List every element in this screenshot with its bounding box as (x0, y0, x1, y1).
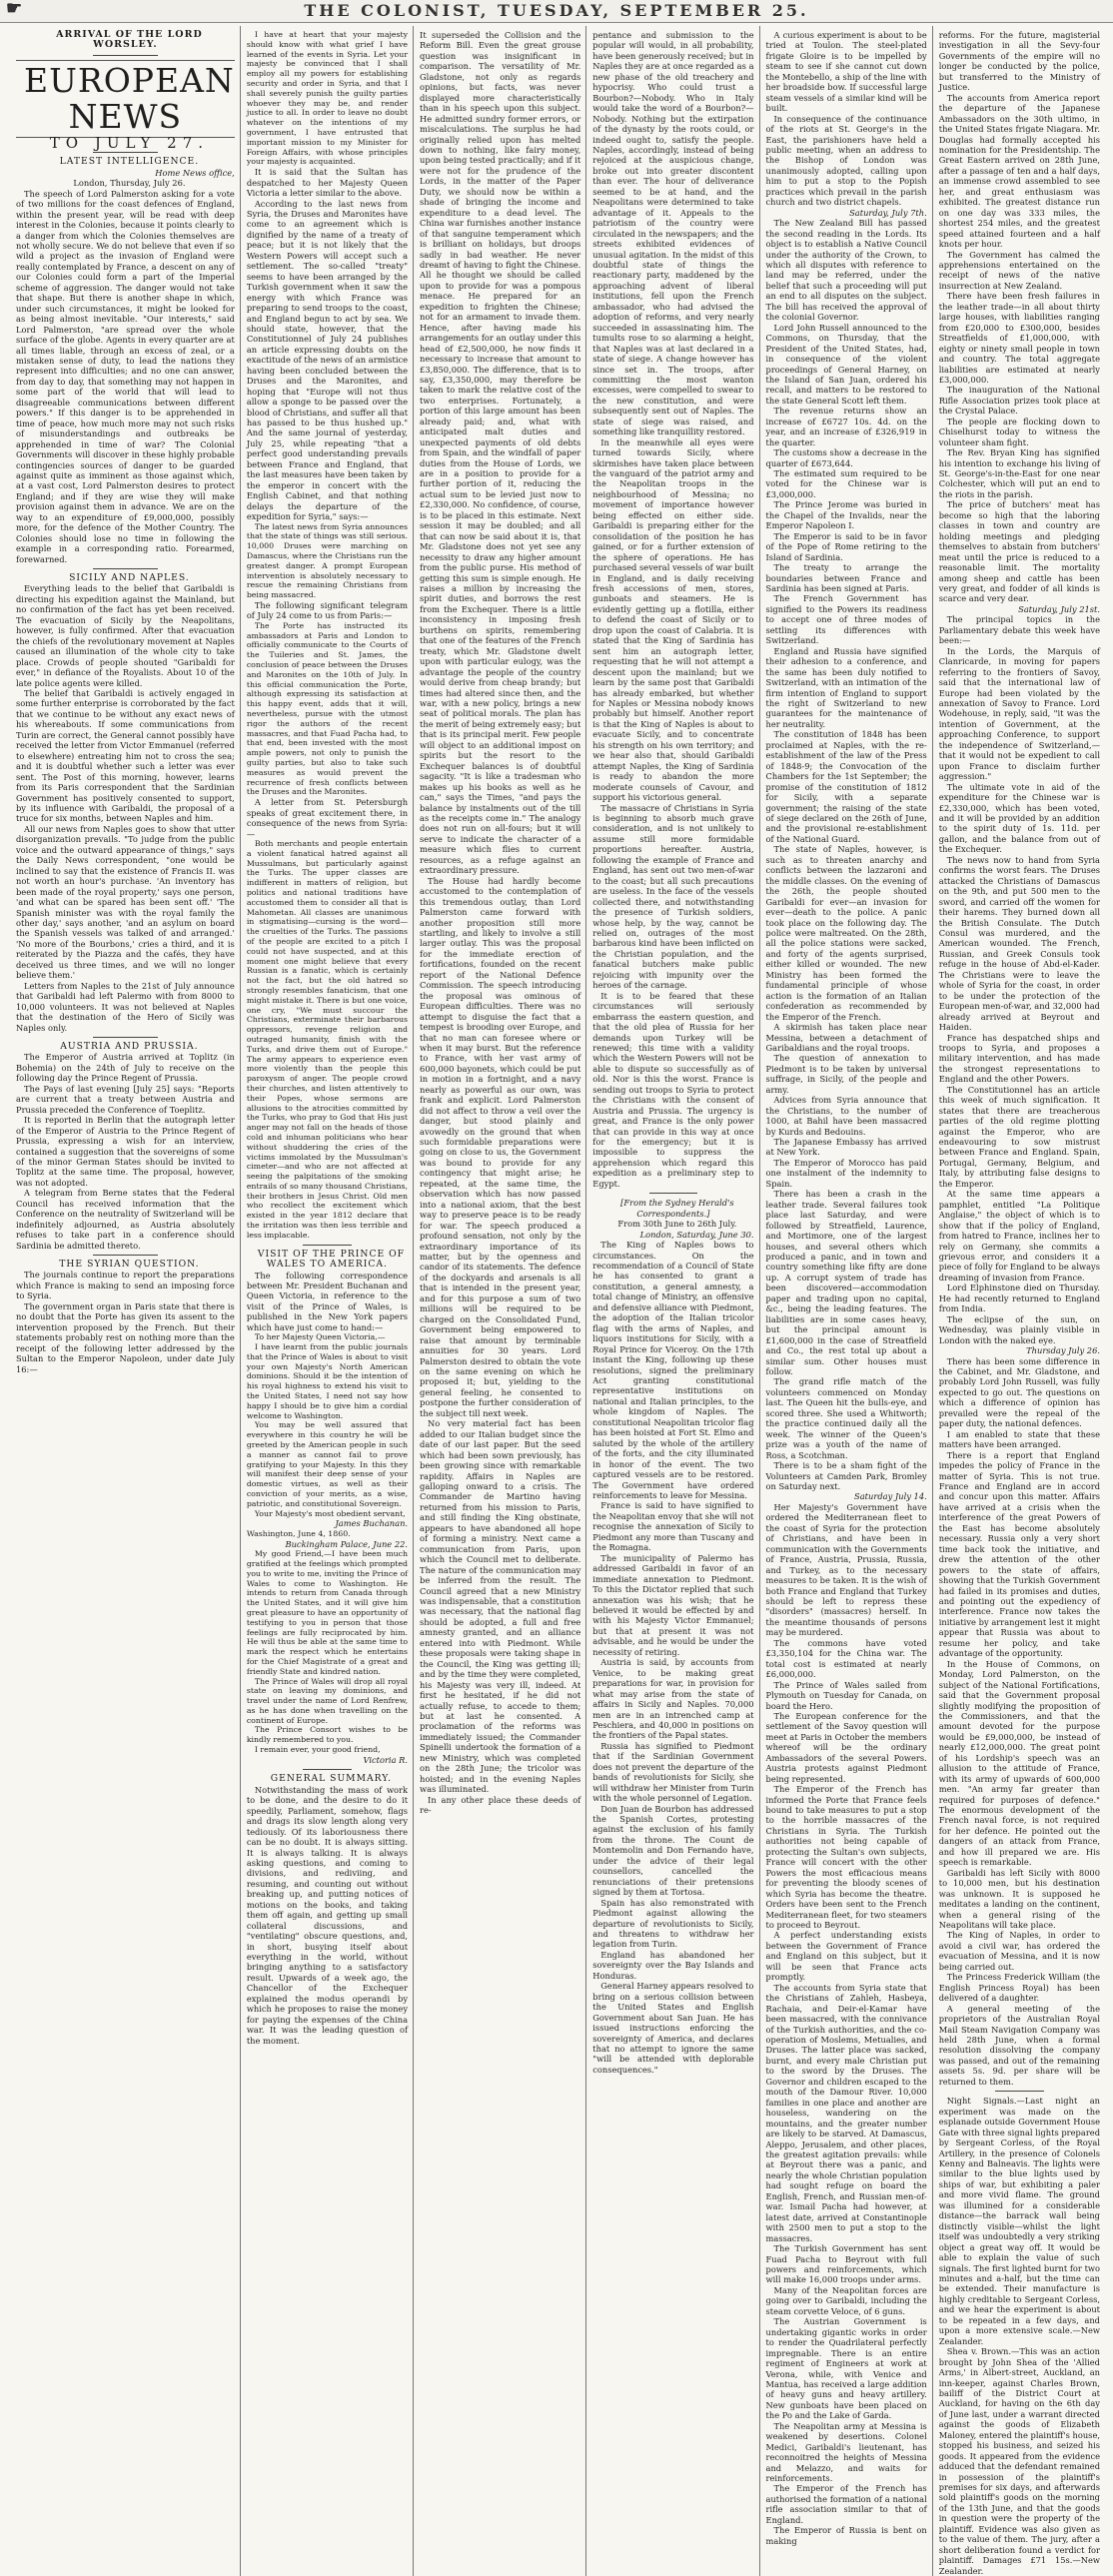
masthead (0, 0, 1113, 23)
letter-body: I have learnt from the public journals that the Prince of Wales is about to visit your own Majesty's North American dominions. Should it be the intention of his royal highness to extend his visit to the United States, I need not say how happy I should be to give him a cordial welcome to Washington. (246, 1342, 409, 1420)
article-paragraph: Austria is said, by accounts from Venice, to be making great preparations for war, in provision for what may arise from the state of affairs in Sicily and Naples. 70,000 men are in an intrenched camp at Peschiera, and 40,000 in positions on the frontiers of the Papal states. (592, 1657, 754, 1741)
article-paragraph: The inauguration of the National Rifle Association prizes took place at the Crystal Palace. (938, 385, 1100, 417)
article-paragraph: The people are flocking down to Chiselhurst today to witness the volunteer sham fight. (938, 416, 1100, 447)
article-paragraph: The Emperor of Morocco has paid one instalment of the indemnity to Spain. (765, 1157, 927, 1189)
letter-body: My good Friend,—I have been much gratified at the feelings which prompted you to write to me, inviting the Prince of Wales to come to Washington. He intends to return from Canada through the United States, and it will give him great pleasure to have an opportunity of testifying to you in person that those feelings are fully reciprocated by him. He will thus be able at the same time to mark the respect which he entertains for the Chief Magistrate of a great and friendly State and kindred nation. (246, 1549, 409, 1676)
article-paragraph: The Rev. Bryan King has signified his intention to exchange his living of St. George's-in-the-East for one near Colchester, which will put an end to the riots in the parish. (938, 447, 1100, 499)
article-paragraph: England has abandoned her sovereignty over the Bay Islands and Honduras. (592, 1949, 754, 1981)
article-paragraph: England and Russia have signified their adhesion to a conference, and the same has been duly notified to Switzerland, with an intimation of the firm intention of England to support the right of Switzerland to new guarantees for the maintenance of her neutrality. (765, 645, 927, 729)
dateline: Saturday July 14. (854, 1491, 927, 1502)
article-paragraph: The Emperor of the French has informed the Porte that France feels bound to take measures to put a stop to the horrible massacres of the Christians in Syria. The Turkish authorities not being capable of protecting the Sultan's own subjects, France will concert with the other Powers the most efficacious means for preventing the bloody scenes of which Syria has become the theatre. Orders have been sent to the French Mediterranean fleet, for two steamers to proceed to Beyrout. (765, 1784, 927, 1931)
dateline: Thursday July 26. (1026, 1345, 1100, 1356)
article-paragraph: There has been some difference in the Cabinet, and Mr. Gladstone, and probably Lord John Russell, was fully expected to go out. The questions on which a difference of opinion has prevailed were the repeal of the paper duty, the national defences. (938, 1355, 1100, 1429)
article-paragraph: Night Signals.—Last night an experiment was made on the esplanade outside Government House Gate with three signal lights prepared by Sergeant Corless, of the Royal Artillery, in the presence of Colonels Kenny and Balneavis. The lights were similar to the blue lights used by ships of war, but exhibiting a paler and more vivid flame. The ground was illumined for a considerable distance—the barrack wall being distinctly visible—whilst the light itself was undoubtedly a very striking object a great way off. It would be able to explain the value of such signals. The first lighted burnt for two minutes and a-half, but the time can be extended. Their manufacture is highly creditable to Sergeant Corless, and we hear the experiment is about to be repeated in a few days, and upon a more extensive scale.—New Zealander. (938, 2096, 1101, 2346)
article-paragraph: The state of Naples, however, is such as to threaten anarchy and conflicts between the lazzaroni and the middle classes. On the evening of the 26th, the people shouted Garibaldi for ever—an invasion for ever—death to the police. A panic took place on the following day. The police were maltreated. On the 28th, all the police stations were sacked, and forty of the agents surprised, either killed or wounded. The new Ministry has been formed the fundamental principle of whose action is the formation of an Italian confederation as recommended by the Emperor of the French. (765, 844, 927, 1022)
article-paragraph: Lord John Russell announced to the Commons, on Thursday, that the President of the United States, had, in consequence of the violent proceedings of General Harney, on the Island of San Juan, ordered his recall, and matters to be restored to the state General Scott left them. (765, 322, 927, 406)
letter-closing: I remain ever, your good friend, (254, 1745, 381, 1755)
dateline: Saturday, July 21st. (1018, 603, 1100, 614)
letter-place-date: Buckingham Palace, June 22. (285, 1538, 409, 1549)
dateline: London, Saturday, June 30. (639, 1229, 754, 1240)
letter-closing: Your Majesty's most obedient servant, (254, 1508, 406, 1518)
divider (303, 1245, 351, 1246)
article-paragraph: A general meeting of the proprietors of the Australian Royal Mail Steam Navigation Company was held 28th June, when a formal resolution dissolving the company was passed, and out of the remaining assets 5s. 9d. per share will be returned to them. (938, 2003, 1100, 2087)
article-paragraph: A telegram from Berne states that the Federal Council has received information that the Conference on the neutrality of Switzerland will be indefinitely adjourned, as Austria absolutely refuses to take part in a conference should Sardinia be admitted thereto. (16, 1188, 235, 1251)
section-heading-summary: GENERAL SUMMARY. (270, 1773, 393, 1785)
divider (303, 1769, 351, 1770)
article-paragraph: The price of butchers' meat has become so high that the laboring classes in town and country are holding meetings and pledging themselves to abstain from butchers' meat until the price is reduced to a reasonable limit. The mortality among sheep and cattle has been very great, and fodder of all kinds is scarce and very dear. (938, 499, 1100, 604)
letter-signature: James Buchanan. (335, 1518, 409, 1529)
article-paragraph: The Constitutionnel has an article this week of much signification. It states that there are treacherous parties of the old regime plotting against the Emperor, who are endeavouring to sow mistrust between France and England. Spain, Portugal, Germany, Belgium, and Italy, by attributing false designs to the Emperor. (938, 1084, 1100, 1189)
article-paragraph: The Emperor of Austria arrived at Toplitz (in Bohemia) on the 24th of July to receive on the following day the Prince Regent of Prussia. (16, 1052, 235, 1084)
divider (93, 152, 159, 153)
article-paragraph: A letter from St. Petersburgh speaks of great excitement there, in consequence of the news from Syria:— (246, 797, 409, 839)
article-paragraph: The following significant telegram of July 24 come to us from Paris:— (246, 599, 409, 621)
article-paragraph: The municipality of Palermo has addressed Garibaldi in favor of an immediate annexation to Piedmont. To this the Dictator replied that such annexation was his wish; that he believed it would be effected by and with his Majesty Victor Emmanuel; but that at present it was not advisable, and he would be under the necessity of retiring. (592, 1552, 754, 1657)
article-paragraph: In any other place these deeds of re- (420, 1794, 581, 1816)
article-paragraph: Spain has also remonstrated with Piedmont against allowing the departure of revolutionists to Sicily, and threatens to withdraw her legation from Turin. (592, 1897, 754, 1950)
dateline: Saturday, July 7th. (849, 207, 927, 218)
section-heading-austria: AUSTRIA AND PRUSSIA. (60, 1040, 199, 1052)
article-paragraph: It is to be feared that these circumstances will seriously embarrass the eastern question, and that the old plea of Russia for her demands upon Turkey will be renewed; this time with a validity which the Western Powers will not be able to dispute so successfully as of old. Nor is this the worst. France is sending out troops to Syria to protect the Christians with the consent of Austria and Prussia. The urgency is great, and France is the only power that can provide in this way at once for the emergency; but it is impossible to suppress the apprehension which regard this expedition as a preliminary step to Egypt. (592, 990, 754, 1189)
column-5 (759, 26, 932, 2576)
article-paragraph: The speech of Lord Palmerston asking for a vote of two millions for the coast defences of England, within the present year, will be read with deep interest in the Colonies, because it points clearly to a danger from which the Colonies themselves are not wholly secure. We do not believe that even if so wild a project as the invasion of England were really contemplated by France, a descent on any of our Colonies could form a part of the Imperial scheme of aggression. The danger would not take that shape. But there is another shape in which, under such circumstances, it might be looked for as being almost inevitable. "Our interests," said Lord Palmerston, "are spread over the whole surface of the globe. Agents in every quarter are at all times liable, through an excess of zeal, or a mistaken sense of duty, to lead the nations they represent into difficulties; and no one can answer, from day to day, that something may not happen in some part of the world that will lead to disagreeable communications between different powers." If this danger is to be apprehended in time of peace, how much more may not such risks of misunderstandings and outbreaks be apprehended in time of war? The Colonial Governments will discover in these highly probable contingencies sources of danger to be guarded against quite as imminent as those against which, at a vast cost, Lord Palmerston desires to protect England; and if they are wise they will make provision against them in advance. We are on the way to an expenditure of £9,000,000, possibly more, for the defence of the Mother Country. The Colonies should lose no time in following the example in a corresponding ratio. Forearmed, forewarned. (16, 188, 235, 564)
article-paragraph: The Princess Frederick William (the English Princess Royal) has been delivered of a daughter. (938, 1972, 1100, 2004)
article-paragraph: I am enabled to state that these matters have been arranged. (938, 1428, 1100, 1450)
article-paragraph: The customs show a decrease in the quarter of £673,644. (765, 447, 927, 468)
article-paragraph: The massacre of Christians in Syria is beginning to absorb much grave consideration, and is not unlikely to assume still more formidable proportions hereafter. Austria, following the example of France and England, has sent out two men-of-war to the coast; but all such precautions are useless. In the face of the vessels collected there, and notwithstanding the presence of Turkish soldiers, whose help, by the way, cannot be relied on, outrages of the most barbarous kind have been inflicted on the Christian population, and the fanatical butchers make public rejoicing with impunity over the heroes of the carnage. (592, 802, 754, 991)
article-paragraph: There has been a crash in the leather trade. Several failures took place last Saturday, and were followed by Streatfield, Laurence, and Mortimore, one of the largest houses, and several others which produced a panic, and in town and country something like fifty are done up. A corrupt system of trade has been discovered—accommodation paper and trading upon no capital, &c., being the leading features. The liabilities are in some cases heavy, but the principal amount is £1,600,000 in the case of Streatfield and Co., the rest total up about a similar sum. Other houses must follow. (765, 1189, 927, 1376)
article-paragraph: The government organ in Paris state that there is no doubt that the Porte has given its assent to the intervention proposed by the French. But their statements probably rest on nothing more than the receipt of the following letter addressed by the Sultan to the Emperor Napoleon, under date July 16:— (16, 1300, 235, 1374)
article-paragraph: It is said that the Sultan has despatched to her Majesty Queen Victoria a letter similar to the above. (246, 167, 409, 199)
article-paragraph: General Harney appears resolved to bring on a serious collision between the United States and English Government about San Juan. He has issued instructions enforcing the sovereignty of America, and declares that no attempt to ignore the same "will be attended with deplorable consequences." (592, 1981, 754, 2075)
column-4 (585, 26, 758, 2576)
article-paragraph: The Neapolitan army at Messina is weakened by desertions. Colonel Medici, Garibaldi's lieutenant, has reconnoitred the heights of Messina and Melazzo, and waits for reinforcements. (765, 2420, 927, 2484)
article-paragraph: The Pays of last evening [July 25] says: "Reports are current that a treaty between Austria and Prussia preceded the Conference of Toeplitz. (16, 1083, 235, 1115)
article-paragraph: The French Government has signified to the Powers its readiness to accept one of three modes of settling its differences with Switzerland. (765, 593, 927, 646)
article-paragraph: Many of the Neapolitan forces are going over to Garibaldi, including the steam corvette Veloce, of 6 guns. (765, 2284, 927, 2316)
article-paragraph: The King of Naples bows to circumstances. On the recommendation of a Council of State he has consented to grant a constitution, a general amnesty, a total change of Ministry, an offensive and defensive alliance with Piedmont, the adoption of the Italian tricolor flag with the arms of Naples, and liquors institutions for Sicily, with a Royal Prince for Viceroy. On the 17th instant the King, following up these resolutions, signed the preliminary Act granting constitutional representative institutions on national and Italian principles, to the whole kingdom of Naples. The constitutional Neapolitan tricolor flag has been hoisted at Fort St. Elmo and saluted by the whole of the artillery of the forts, and the city illuminated in honor of the event. The two captured vessels are to be restored. The Government have ordered reinforcements to leave for Messina. (592, 1240, 754, 1500)
article-paragraph: A perfect understanding exists between the Government of France and England on this subject, but it will be seen that France acts promptly. (765, 1930, 927, 1983)
letter-body: You may be well assured that everywhere in this country he will be greeted by the American people in such a manner as cannot fail to prove gratifying to your Majesty. In this they will manifest their deep sense of your domestic virtues, as well as their conviction of your merits, as a wise, patriotic, and constitutional Sovereign. (246, 1420, 409, 1508)
article-paragraph: The Prince Jerome was buried in the Chapel of the Invalids, near the Emperor Napoleon I. (765, 499, 927, 531)
section-heading-sicily: SICILY AND NAPLES. (69, 572, 190, 584)
divider (995, 2091, 1043, 2092)
article-paragraph: The accounts from Syria state that the Christians of Zahleh, Hasbeya, Rachaia, and Deir-el-Kamar have been massacred, with the connivance of the Turkish authorities, and the co-operation of Moslems, Metualies, and Druses. The latter place was sacked, burnt, and every male Christian put to the sword by the Druses. The Governor and children escaped to the mouth of the Damour River. 10,000 families in one place and another are houseless, wandering on the mountains, and the greater number are likely to be starved. At Damascus, Aleppo, Jerusalem, and other places, the greatest agitation prevails: while at Beyrout there was a panic, and nearly the whole Christian population had sought refuge on board the English, French, and Russian men-of-war. Ismail Pacha had however, at latest date, arrived at Constantinople with 2500 men to put a stop to the massacres. (765, 1982, 927, 2243)
article-paragraph: There is a report that England impedes the policy of France in the matter of Syria. This is not true. France and England are in accord and concur upon this matter. Affairs have arrived at a crisis when the interference of the great Powers of the East has become absolutely necessary. Russia only a very short time back took the initiative, and drew the attention of the other powers to the state of affairs, showing that the Turkish Government had failed in its promises and duties, and pointing out the expediency of interference. France now takes the initiative by arrangement lest it might appear that Russia was about to resume her policy, and take advantage of the opportunity. (938, 1449, 1100, 1659)
article-paragraph: Lord Elphinstone died on Thursday. He had recently returned to England from India. (938, 1283, 1100, 1314)
section-heading-sydney: [From the Sydney Herald's Correspondents.] (620, 1198, 734, 1219)
article-paragraph: The constitution of 1848 has been proclaimed at Naples, with the re-establishment of the law of the Press of 1848-9; the Convocation of the Chambers for the 1st September; the promise of the constitution of 1812 for Sicily, with a separate government; the raising of the state of siege declared on the 26th of June, and the provisional re-establishment of the National Guard. (765, 729, 927, 844)
article-paragraph: There is to be a sham fight of the Volunteers at Camden Park, Bromley on Saturday next. (765, 1460, 927, 1491)
article-paragraph: Garibaldi has left Sicily with 8000 to 10,000 men, but his destination was unknown. It is supposed he meditates a landing on the continent, when a general rising of the Neapolitans will take place. (938, 1867, 1100, 1931)
article-paragraph: Her Majesty's Government have ordered the Mediterranean fleet to the coast of Syria for the protection of Christians, and have been in communication with the Governments of France, Austria, Prussia, Russia, and Turkey, as to the necessary measures to be taken. It is the wish of both France and England that Turkey should be left to repress these "disorders" (massacres) herself. In the meantime thousands of persons may be murdered. (765, 1501, 927, 1638)
article-paragraph: The following correspondence between Mr. President Buchanan and Queen Victoria, in reference to the visit of the Prince of Wales, is published in the New York papers which have just come to hand:— (246, 1270, 409, 1332)
article-paragraph: There have been fresh failures in the leather trade—in all about thirty large houses, with liabilities ranging from £20,000 to £300,000, besides Streatfields of £1,000,000, with eighty or ninety small people in town and country. The total aggregate liabilities are estimated at nearly £3,000,000. (938, 291, 1100, 385)
divider (93, 1037, 159, 1038)
article-paragraph: The grand rifle match of the volunteers commenced on Monday last. The Queen hit the bulls-eye, and scored three. She used a Whitworth; the practice continued daily all the week. The winner of the Queen's prize was a youth of the name of Ross, a Scotchman. (765, 1376, 927, 1460)
letter-signature: Victoria R. (363, 1754, 409, 1765)
article-paragraph: pentance and submission to the popular will would, in all probability, have been generously received; but in Naples they are at once regarded as a new phase of the old treachery and hypocrisy. Who could trust a Bourbon?—Nobody. Who in Italy would take the word of a Bourbon?—Nobody. Nothing but the extirpation of the dynasty by the roots could, or indeed ought to, satisfy the people. Naples, accordingly, instead of being rejoiced at the auspicious change, broke out into greater discontent than ever. The hour of deliverance seemed to be at hand, and the Neapolitans were determined to take advantage of it. Appeals to the patriotism of the country were circulated in the newspapers; and the streets exhibited evidences of unusual agitation. In the midst of this doubtful state of things the reactionary party, maddened by the approaching advent of liberal institutions, fell upon the French ambassador, who had advised the adoption of reforms, and very nearly succeeded in assassinating him. The tumults rose to so alarming a height, that Naples was at last declared in a state of siege. A change however has since set in. The troops, after committing the most wanton excesses, were compelled to swear to the new constitution, and were subsequently sent out of Naples. The state of siege was raised, and something like tranquillity restored. (592, 30, 754, 437)
article-paragraph: The Prince of Wales sailed from Plymouth on Tuesday for Canada, on board the Hero. (765, 1679, 927, 1711)
article-paragraph: The estimated sum required to be voted for the Chinese war is £3,000,000. (765, 468, 927, 499)
masthead-title: THE COLONIST, TUESDAY, SEPTEMBER 25. (304, 1, 809, 20)
article-paragraph: All our news from Naples goes to show that utter disorganization prevails. "To judge from the public voice and the outward appearance of things," says the Daily News correspondent, "one would be inclined to say that the existence of Francis II. was not worth an hour's purchase. 'An inventory has been made of the royal property,' says one person, 'and what can be spared has been sent off.' 'The Spanish minister was with the royal family the other day,' says another, 'and an asylum on board the Spanish vessels was talked of and arranged.' 'No more of the Bourbons,' cries a third, and it is reiterated by the Piazza and the cafés, they have deceived us three times, and we will no longer believe them.' (16, 823, 235, 981)
divider (93, 568, 159, 569)
section-subheading: From 30th June to 26th July. (617, 1219, 737, 1230)
subheadline: TO JULY 27. (49, 133, 210, 152)
article-paragraph: The question of annexation to Piedmont is to be taken by universal suffrage, in Sicily, of the people and army. (765, 1053, 927, 1095)
article-paragraph: Don Juan de Bourbon has addressed the Spanish Cortes, protesting against the exclusion of his family from the throne. The Count de Montemolin and Don Fernando have, under the advice of their legal counsellors, cancelled the renunciations of their pretensions signed by them at Tortosa. (592, 1803, 754, 1898)
article-paragraph: France is said to have signified to the Neapolitan envoy that she will not recognise the annexation of Sicily to Piedmont any more than Tuscany and the Romagna. (592, 1500, 754, 1553)
main-headline: EUROPEAN NEWS (16, 60, 235, 138)
article-paragraph: Advices from Syria announce that the Christians, to the number of 1000, at Bahil have been massacred by Kurds and Bedouins. (765, 1095, 927, 1137)
article-paragraph: The European conference for the settlement of the Savoy question will meet at Paris in October the members whereof will be the ordinary Ambassadors of the several Powers. Austria protests against Piedmont being represented. (765, 1710, 927, 1784)
column-2 (240, 26, 413, 2576)
article-paragraph: The revenue returns show an increase of £6727 10s. 4d. on the year, and an increase of £326,919 in the quarter. (765, 406, 927, 447)
article-paragraph: A skirmish has taken place near Messina, between a detachment of Garibaldians and the royal troops. (765, 1022, 927, 1053)
source-line: Home News office, (155, 167, 235, 178)
divider (93, 1255, 159, 1256)
article-paragraph: No very material fact has been added to our Italian budget since the date of our last paper. But the seed which had been sown previously, has been growing since with remarkable rapidity. Affairs in Naples are galloping onward to a crisis. The Commander de Martino having returned from his mission to Paris, and still finding the King obstinate, appears to have abandoned all hope of forming a ministry. Next came a communication from Paris, upon which the Council met to deliberate. The nature of the communication may be inferred from the result. The Council agreed that a new Ministry was indispensable, that a constitution was necessary, that the national flag should be adopted, a full and free amnesty granted, and an alliance entered into with Piedmont. While these proposals were taking shape in the Council, the King was getting ill; and by the time they were completed, his Majesty was very ill, indeed. At first he hesitated, if he did not actually refuse, to accede to them; but at last he consented. A proclamation of the reforms was immediately issued; the Commander Spinelli undertook the formation of a new Ministry, which was completed on the 28th June; the tricolor was hoisted; and in the evening Naples was illuminated. (420, 1418, 581, 1795)
article-paragraph: The House had hardly become accustomed to the contemplation of this tremendous outlay, than Lord Palmerston came forward with another proposition still more startling, and likely to involve a still larger outlay. This was the proposal for the immediate erection of fortifications, founded on the recent report of the National Defence Commission. The speech introducing the proposal was ominous of European difficulties. There was no attempt to disguise the fact that a tempest is brooding over Europe, and that no man can foresee where or when it may burst. But the reference to France, with her vast army of 600,000 bayonets, which could be put in motion in a fortnight, and a navy nearly as powerful as our own, was frank and explicit. Lord Palmerston did not affect to throw a veil over the danger, but stood plainly and avowedly on the ground that when such formidable preparations were going on close to us, the Government was bound to provide for any contingency that might arise; he repeated, at the same time, the observation which has now passed into a national axiom, that the best way to preserve peace is to be ready for war. The speech produced a profound sensation, not only by the extraordinary importance of its matter, but by the openness and candor of its statements. The defence of the dockyards and arsenals is all that is intended in the present year, and for this purpose a sum of two millions will be required to be charged on the Consolidated Fund, Government being empowered to raise that amount by terminable annuities for 30 years. Lord Palmerston desired to obtain the vote on the same evening on which he proposed it; but, yielding to the general feeling, he consented to postpone the further consideration of the subject till next week. (420, 875, 581, 1418)
arrival-heading: ARRIVAL OF THE LORD WORSLEY. (56, 29, 203, 51)
article-paragraph: France has despatched ships and troops to Syria, and proposes a military intervention, and has made the strongest representations to England and the other Powers. (938, 1032, 1100, 1085)
corner-mark-icon: ☛ (6, 0, 26, 19)
article-paragraph: The eclipse of the sun, on Wednesday, was plainly visible in London with the naked eye. (938, 1313, 1100, 1345)
section-heading-visit: VISIT OF THE PRINCE OF WALES TO AMERICA. (257, 1248, 406, 1271)
article-paragraph: The Emperor of Russia is bent on making (765, 2525, 927, 2546)
article-paragraph: reforms. For the future, magisterial investigation in all the Sevy-four Governments of the empire will no longer be conducted by the police, but transferred to the Ministry of Justice. (938, 30, 1100, 93)
letter-salutation: To her Majesty Queen Victoria,— (254, 1332, 386, 1342)
article-paragraph: Notwithstanding the mass of work to be done, and the desire to do it speedily, Parliament, somehow, flags and drags its slow length along very tediously. Of its laboriousness there can be no doubt. It is always sitting. It is always talking. It is always asking questions, and coming to divisions, and rediviing, and resuming, and counting out without breaking up, and putting notices of motions on the books, and taking them off again, and getting up small collateral discussions, and "ventilating" obscure questions, and, in short, busying itself about everything in the world, without bringing anything to a satisfactory result. Upwards of a week ago, the Chancellor of the Exchequer explained the modus operandi by which he proposes to raise the money for paying the expenses of the China war. It was the leading question of the moment. (246, 1784, 409, 2046)
article-paragraph: The New Zealand Bill has passed the second reading in the Lords. Its object is to establish a Native Council under the authority of the Crown, to which all disputes with reference to land may be referred, under the belief that such a proceeding will put an end to all disputes on the subject. The bill has received the approval of the colonial Governor. (765, 218, 927, 323)
article-paragraph: The journals continue to report the preparations which France is making to send an imposing force to Syria. (16, 1270, 235, 1301)
letter-body: The Prince Consort wishes to be kindly remembered to you. (246, 1725, 409, 1745)
article-paragraph: In the meanwhile all eyes were turned towards Sicily, where skirmishes have taken place between the vanguard of the patriot army and the Neapolitan troops in the neighbourhood of Messina; no movement of importance however being effected on either side. Garibaldi is preparing either for the consolidation of the position he has gained, or for a further extension of the sphere of operations. He has purchased several vessels of war built in England, and is daily receiving fresh accessions of men, stores, gunboats and steamers. He is evidently getting up a flotilla, either to defend the coast of Sicily or to drop upon the coast of Calabria. It is stated that the King of Sardinia has sent him an autograph letter, requesting that he will not attempt a descent upon the mainland; but we learn by the same post that Garibaldi has already embarked, but whether for Naples or Messina nobody knows probably but himself. Another report is that the King of Naples is about to evacuate Sicily, and to concentrate his strength on his own territory; and we hear also that, should Garibaldi attempt Naples, the King of Sardinia is ready to abandon the more moderate counsels of Cavour, and support his victorious general. (592, 436, 754, 803)
article-paragraph: Shea v. Brown.—This was an action brought by John Shea of the 'Allied Arms,' in Albert-street, Auckland, an inn-keeper, against Charles Brown, bailiff of the District Court at Auckland, for having on the 6th day of June last, under a warrant directed against the goods of Elizabeth Maloney, entered the plaintiff's house, stopped his business, and seized his goods. It appeared from the evidence adduced that the defendant remained in possession of the plaintiff's premises for six days, and afterwards sold plaintiff's goods on the morning of the 13th June, and that the goods in question were the property of the plaintiff. Evidence was also given as to the value of them. The jury, after a short deliberation found a verdict for plaintiff. Damages £71 15s.—New Zealander. (938, 2346, 1100, 2576)
article-paragraph: Letters from Naples to the 21st of July announce that Garibaldi had left Palermo with from 8000 to 10,000 volunteers. It was not believed at Naples that the destination of the Hero of Sicily was Naples only. (16, 980, 235, 1033)
article-paragraph: It superseded the Collision and the Reform Bill. Even the great grouse question was insignificant in comparison. The versatility of Mr. Gladstone, not only as regards opinions, but facts, was never displayed more characteristically than in his speech upon this subject. He admitted sundry former errors, or miscalculations. The surplus he had originally relied upon has melted down to nothing, like fairy money, upon being tested practically; and if it were not for the prudence of the Lords, in the matter of the Paper Duty, we should now be within a shade of bringing the income and expenditure to a dead level. The China war furnishes another instance of that sanguine temperament which is brilliant on holidays, but droops sadly in bad weather. He never dreamt of having to fight the Chinese. All he thought we should be called upon to provide for was a pompous menace. He prepared for an expedition to frighten the Chinese; not for an armament to invade them. Hence, after having made his arrangements for an outlay under this head of £2,500,000, he now finds it necessary to increase that amount to £3,850,000. The difference, that is to say, £3,350,000, may therefore be taken to mark the relative cost of the two enterprises. Fortunately, a portion of this large amount has been already paid; and, what with anticipated malt duties and unexpected payments of old debts from Spain, and the windfall of paper duties from the House of Lords, we are in a position to provide for a further portion of it, reducing the actual sum to be levied just now to £2,330,000. No confidence, of course, is to be placed in this estimate. Next session it may be doubled; and all that can now be said about it is, that Mr. Gladstone does not yet see any necessity to draw any higher amount from the public purse. His method of getting this sum is simple enough. He raises a million by increasing the spirit duties, and borrows the rest from the Exchequer. There is a little inconsistency in imposing fresh burthens on spirits, remembering that one of the features of the French treaty, which Mr. Gladstone dwelt upon with particular eulogy, was the advantage the people of the country would derive from cheap brandy; but times had altered since then, and the war, with a new policy, brings a new seat of political morals. The plan has the merit of being extremely easy; but that is its principal merit. Few people will object to an additional impost on spirits but the resort to the Exchequer balances is of doubtful sagacity. "It is like a tradesman who makes up his books as well as he can," says the Times, "and pays the balance by instalments out of the till as the receipts come in." The analogy does not run on all-fours; but it will serve to indicate the character of a measure which flies to current resources, as a refuge against an extraordinary pressure. (420, 30, 581, 876)
article-paragraph: The Government has calmed the apprehensions entertained on the receipt of news of the native insurrection at New Zealand. (938, 249, 1100, 291)
columns (10, 26, 1105, 2576)
letter-place-date: Washington, June 4, 1860. (246, 1528, 351, 1538)
article-paragraph: The King of Naples, in order to avoid a civil war, has ordered the evacuation of Messina, and it is now being carried out. (938, 1930, 1100, 1972)
article-paragraph: The accounts from America report the departure of the Japanese Ambassadors on the 30th ultimo, in the United States frigate Niagara. Mr. Douglas had formally accepted his nomination for the Presidentship. The Great Eastern arrived on 28th June, after a passage of ten and a half days, an immense crowd assembled to see her, and great enthusiasm was exhibited. The greatest distance run on one day was 333 miles, the shortest 254 miles, and the greatest speed attained fourteen and a half knots per hour. (938, 92, 1100, 250)
quoted-letter: I have at heart that your majesty should know with what grief I have learned of the events in Syria. Let your majesty be convinced that I shall employ all my powers for establishing security and order in Syria, and that I shall severely punish the guilty parties whoever they may be, and render justice to all. In order to leave no doubt whatever on the intentions of my government, I have entrusted that important mission to my Minister for Foreign Affairs, with whose principles your majesty is acquainted. (246, 30, 409, 167)
article-paragraph: A curious experiment is about to be tried at Toulon. The steel-plated frigate Gloire is to be impelled by steam to see if she cannot cut down the Montebello, a ship of the line with her broadside bow. If successful large steam vessels of a similar kind will be built. (765, 30, 927, 114)
article-paragraph: Everything leads to the belief that Garibaldi is directing his expedition against the Mainland, but no confirmation of the fact has yet been received. The evacuation of Sicily by the Neapolitans, however, is fully confirmed. After that evacuation the chiefs of the revolutionary movement at Naples caused an illumination of the whole city to take place. Crowds of people shouted "Garibaldi for ever," in defiance of the Royalists. About 10 of the late police agents were killed. (16, 583, 235, 688)
quoted-text: The latest news from Syria announces that the state of things was still serious. 10,000 Druses were marching on Damascus, where the Christians run the greatest danger. A prompt European intervention is absolutely necessary to rescue the remaining Christians from being massacred. (246, 521, 409, 600)
article-paragraph: The Austrian Government is undertaking gigantic works in order to render the Quadrilateral perfectly impregnable. There is an entire regiment of Engineers at work at Verona, while, with Venice and Mantua, has received a large addition of heavy guns and heavy artillery. New gunboats have been placed on the Po and the Lake of Garda. (765, 2316, 927, 2421)
letter-body: The Prince of Wales will drop all royal state on leaving my dominions, and travel under the name of Lord Renfrew, as he has done when travelling on the continent of Europe. (246, 1676, 409, 1725)
quoted-text: Both merchants and people entertain a violent fanatical hatred against all Mussulmans, but particularly against the Turks. The upper classes are indifferent in matters of religion, but politics and national traditions have accustomed them to consider all that is Mahometan. All classes are unanimous in stigmatising—cursing is the word—the cruelties of the Turks. The passions of the people are excited to a pitch I could not have suspected, and at this moment one might believe that every Russian is a fanatic, which is certainly not the fact, but the old hatred so strongly resembles fanaticism, that one might mistake it. There is but one voice, one cry, "We must succour the Christians, exterminate their barbarous oppressors, revenge religion and outraged humanity, finish with the Turks, and drive them out of Europe." The army appears to experience even more violently than the people this paroxysm of anger. The people crowd their churches, and listen attentively to their Popes, whose sermons are allusions to the atrocities committed by the Turks, who pray to God that His just anger may not fall on the heads of those cold and inhuman politicians who hear without shuddering the cries of the victims immolated by the Mussulman's cimeter—and who are not affected at seeing the palpitations of the smoking entrails of so many thousand Christians, their brothers in Jesus Christ. Old men who recollect the excitement which existed in the year 1812 declare that the irritation was then less terrible and less implacable. (246, 839, 409, 1240)
article-paragraph: The Emperor is said to be in favor of the Pope of Rome retiring to the Island of Sardinia. (765, 530, 927, 562)
column-1 (10, 26, 240, 2576)
article-paragraph: The Emperor of the French has authorised the formation of a national rifle association similar to that of England. (765, 2483, 927, 2525)
article-paragraph: The belief that Garibaldi is actively engaged in some further enterprise is corroborated by the fact that we continue to be without any exact news of his whereabouts. If some communications from Turin are correct, the General cannot possibly have received the letter from Victor Emmanuel (referred to elsewhere) entreating him not to cross the sea; and it is doubtful whether such a letter was ever sent. The Post of this morning, however, learns from its Paris correspondent that the Sardinian Government has positively consented to support, by its influence with Garibaldi, the proposal of a truce for six months, between Naples and him. (16, 688, 235, 824)
dateline: London, Thursday, July 26. (73, 178, 186, 189)
article-paragraph: In consequence of the continuance of the riots at St. George's in the East, the parishioners have held a public meeting, when an address to the Bishop of London was unanimously adopted, calling upon him to put a stop to the Popish practices which prevail in the parish church and two district chapels. (765, 113, 927, 208)
divider (93, 55, 159, 56)
column-3 (413, 26, 585, 2576)
article-paragraph: At the same time appears a pamphlet, entitled "La Politique Anglaise," the object of which is to show that if the policy of England, from hatred to France, inclines her to rely on Germany, she commits a grievous error, and considers it a piece of folly for England to be always dreaming of invasion from France. (938, 1189, 1100, 1283)
article-paragraph: The principal topics in the Parliamentary debate this week have been:— (938, 614, 1100, 646)
divider (649, 1193, 697, 1194)
article-paragraph: Russia has signified to Piedmont that if the Sardinian Government does not prevent the departure of the bands of revolutionists for Sicily, she will withdraw her Minister from Turin with the whole personnel of Legation. (592, 1740, 754, 1804)
article-paragraph: The ultimate vote in aid of the expenditure for the Chinese war is £2,330,000, which has been voted, and it will be provided by an addition to the spirit duty of 1s. 11d. per gallon, and the balance from out of the Exchequer. (938, 781, 1100, 855)
article-paragraph: According to the last news from Syria, the Druses and Maronites have come to an agreement which is dignified by the name of a treaty of peace; but it is not likely that the Western Powers will accept such a settlement. The so-called "treaty" seems to have been arranged by the Turkish government when it saw the energy with which France was preparing to send troops to the coast, and England begun to act by sea. We should state, however, that the Constitutionnel of July 24 publishes an article expressing doubts on the exactitude of the news of an armistice having been concluded between the Druses and the Maronites, and hoping that "Europe will not thus allow a sponge to be passed over the blood of Christians, and suffer all that has passed to be thus hushed up." And the same journal of yesterday, July 25, while repeating "that a perfect good understanding prevails between France and England, that the last measures have been taken by the emperor in concert with the English Cabinet, and that nothing delays the departure of the expedition for Syria," says:— (246, 198, 409, 522)
article-paragraph: In the Lords, the Marquis of Clanricarde, in moving for papers referring to the frontiers of Savoy, said that the international law of Europe had been violated by the annexation of Savoy to France. Lord Wodehouse, in reply, said, "it was the intention of Government, at the approaching Conference, to support the independence of Switzerland,—that it would not be expedient to call upon France to disclaim further aggression." (938, 645, 1100, 782)
article-paragraph: The Turkish Government has sent Fuad Pacha to Beyrout with full powers and reinforcements, which will make 16,000 troops under arms. (765, 2243, 927, 2285)
article-paragraph: The news now to hand from Syria confirms the worst fears. The Druses attacked the Christians of Damascus on the 9th, and put 500 men to the sword, and carried off the women for their harems. They burned down all the British Consulate. The Dutch Consul was murdered, and the American wounded. The French, Russian, and Greek Consuls took refuge in the house of Abd-el-Kader. The Christians were to leave the whole of Syria for the coast, in order to be under the protection of the European men-of-war, and 32,000 had already arrived at Beyrout and Haiden. (938, 854, 1100, 1033)
article-paragraph: The treaty to arrange the boundaries between France and Sardinia has been signed at Paris. (765, 562, 927, 594)
article-paragraph: The Japanese Embassy has arrived at New York. (765, 1137, 927, 1158)
section-heading-syria: THE SYRIAN QUESTION. (59, 1259, 200, 1271)
article-paragraph: In the House of Commons, on Monday, Lord Palmerston, on the subject of the National Fortifications, said that the Government proposal slightly modifying the proposition of the Commissioners, and that the amount devoted for the purpose would be £9,000,000, be instead of nearly £12,000,000. The great point of his Lordship's speech was an allusion to the attitude of France, with its army of upwards of 600,000 men. "An army far greater than required for purposes of defence." The enormous development of the French naval force, is not required for her defence. He pointed out the dangers of an attack from France, and how ill prepared we are. His speech is remarkable. (938, 1658, 1100, 1868)
section-heading-latest: LATEST INTELLIGENCE. (59, 156, 200, 168)
column-6 (932, 26, 1105, 2576)
quoted-text: The Porte has instructed its ambassadors at Paris and London to officially communicate to the Courts of the Tuileries and St. James, the conclusion of peace between the Druses and Maronites on the 10th of July. In this official communication the Porte, although expressing its satisfaction at this happy event, adds that it will, nevertheless, pursue with the utmost rigor the authors of the recent massacres, and that Fuad Pacha had, to that end, been invested with the most ample powers, not only to punish the guilty parties, but also to take such measures as would prevent the recurrence of fresh conflicts between the Druses and the Maronites. (246, 620, 409, 797)
article-paragraph: The commons have voted £3,350,104 for the China war. The total cost is estimated at nearly £6,000,000. (765, 1637, 927, 1680)
article-paragraph: It is reported in Berlin that the autograph letter of the Emperor of Austria to the Prince Regent of Prussia, expressing a wish for an interview, contained a suggestion that the sovereigns of some of the minor German States should be invited to Toplitz at the same time. The proposal, however, was not adopted. (16, 1115, 235, 1188)
